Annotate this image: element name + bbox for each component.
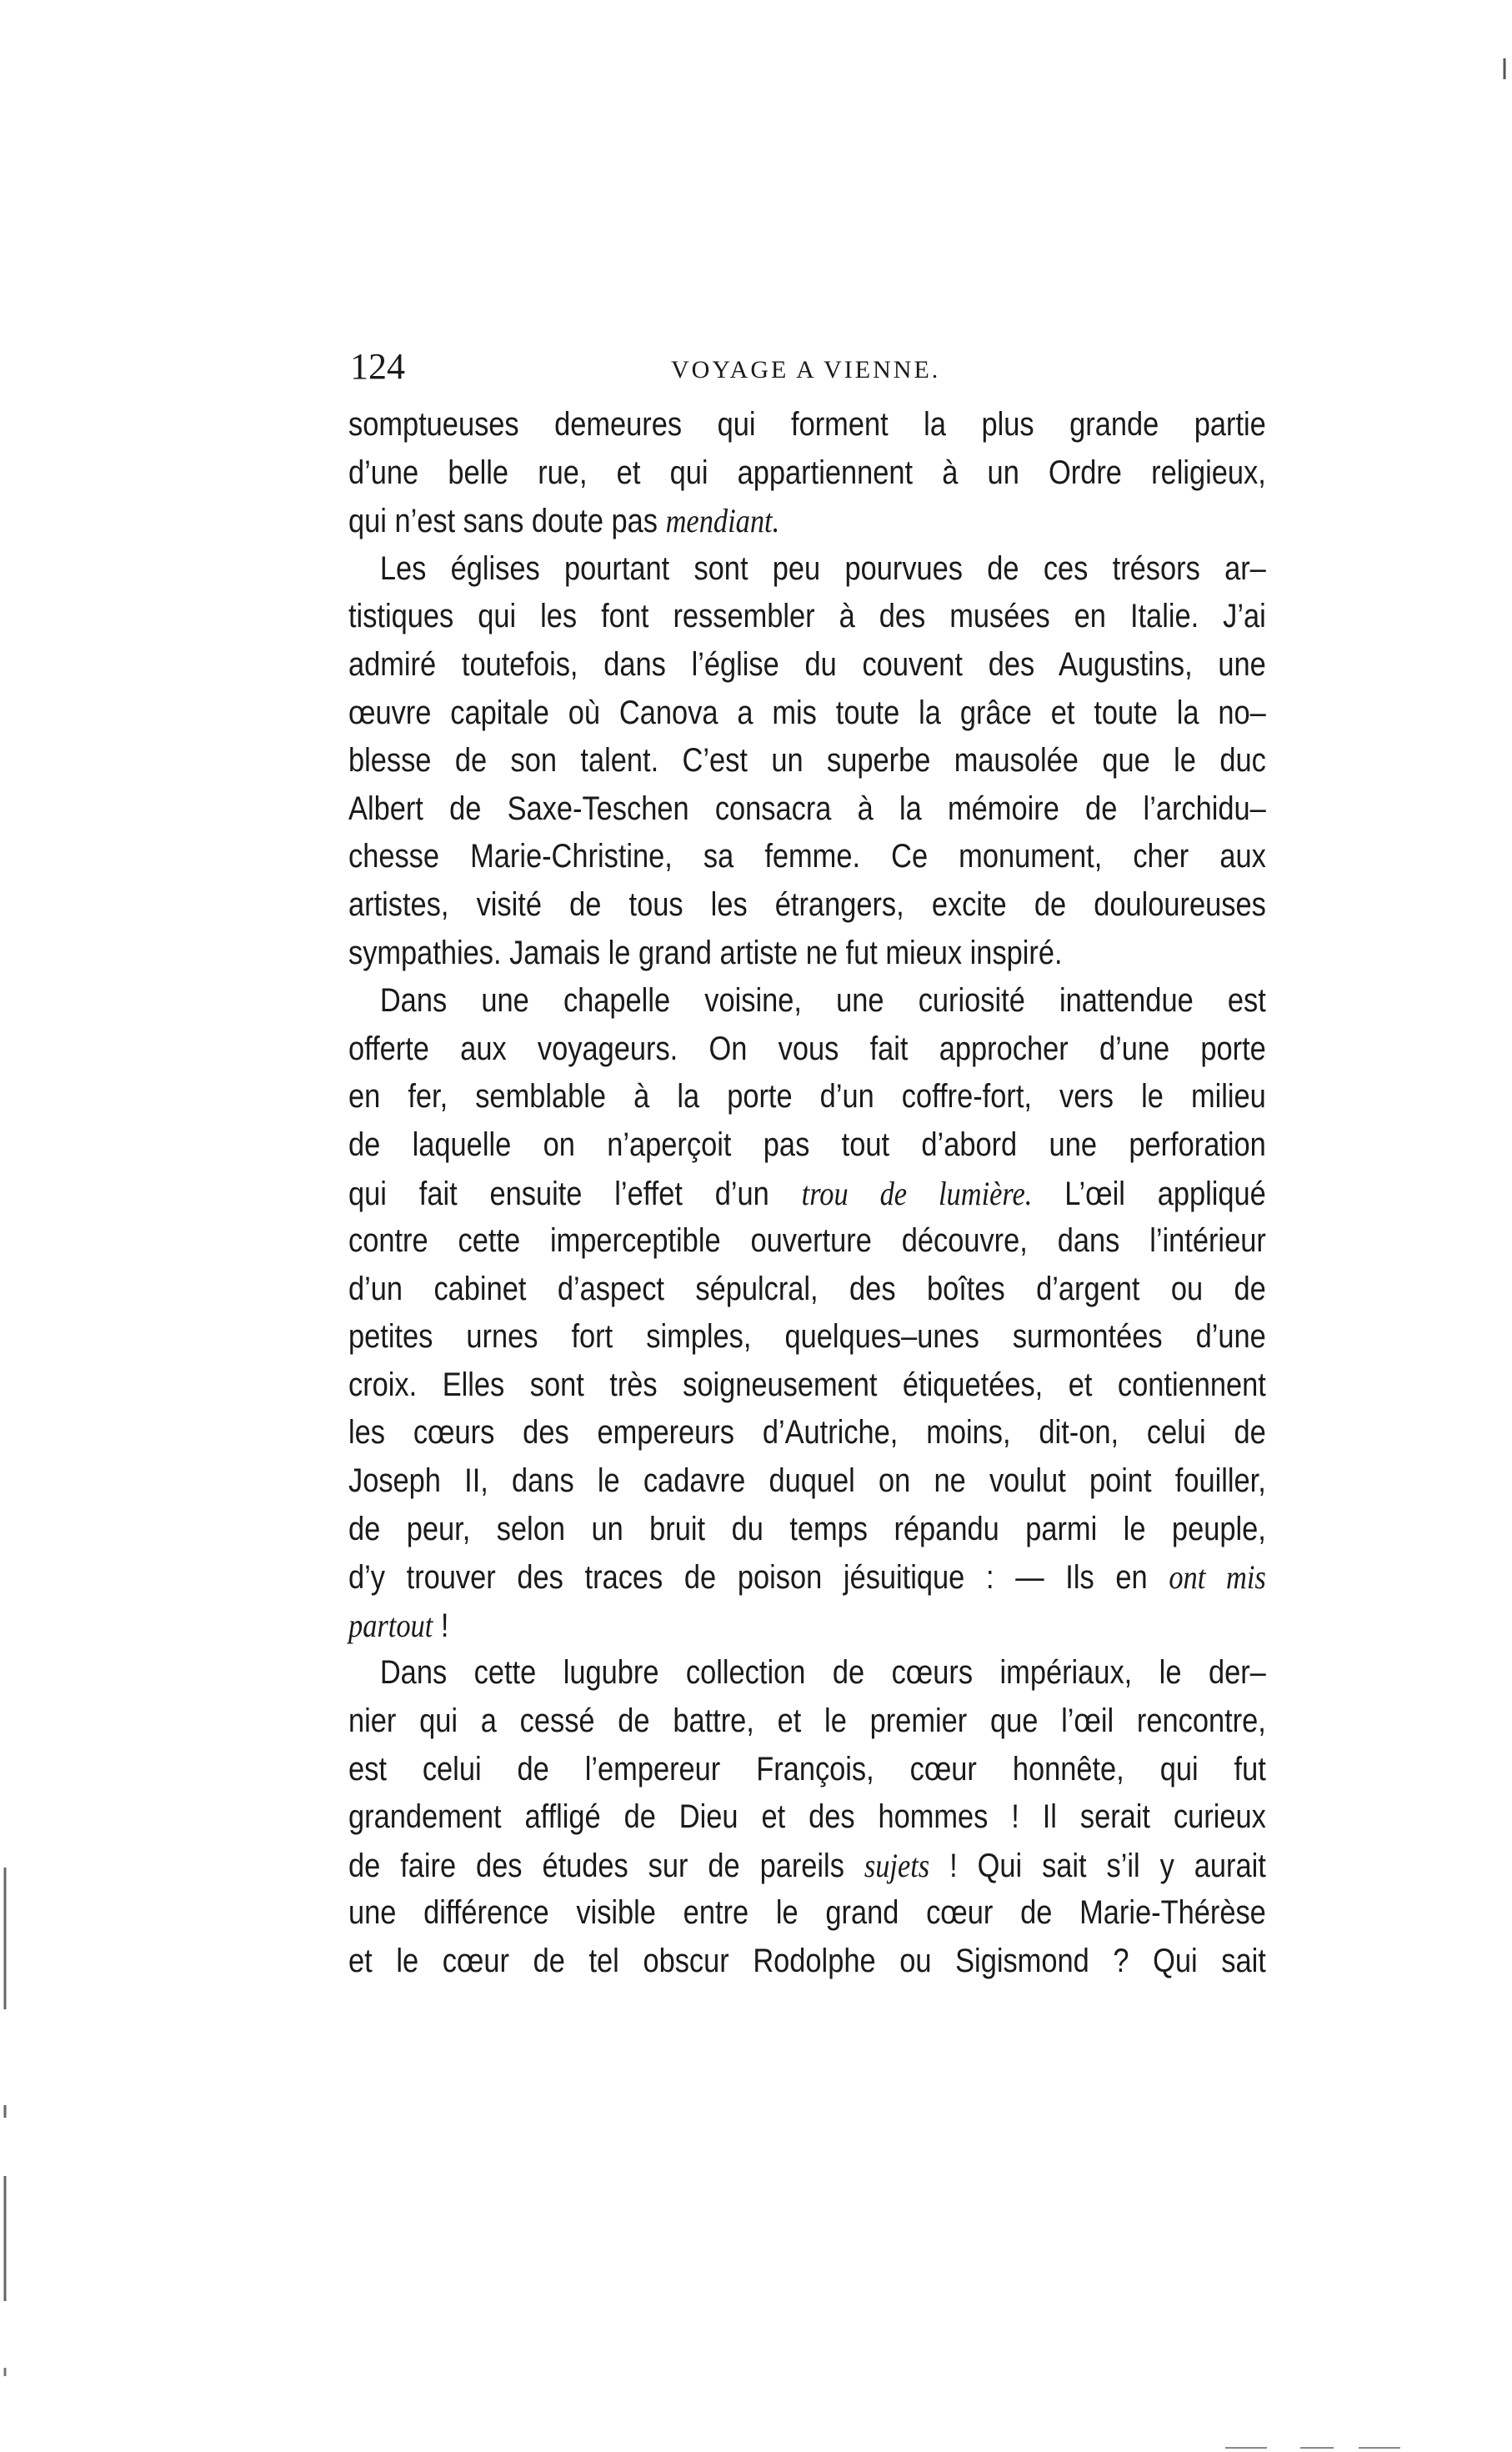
text-line	[348, 1602, 1266, 1650]
text-line: une différence visible entre le grand cœur de Marie-Thérèse	[348, 1894, 1266, 1932]
running-title: VOYAGE A VIENNE.	[671, 356, 941, 384]
text-segment: L’œil appliqué	[1032, 1175, 1266, 1212]
text-segment: ! Qui sait s’il y aurait	[929, 1847, 1266, 1884]
text-line: blesse de son talent. C’est un superbe mausolée que le duc	[348, 742, 1266, 780]
text-line: tistiques qui les font ressembler à des musées en Italie. J’ai	[348, 598, 1266, 635]
text-line: les cœurs des empereurs d’Autriche, moins, dit-on, celui de	[348, 1414, 1266, 1452]
text-line: œuvre capitale où Canova a mis toute la grâce et toute la no–	[348, 694, 1266, 731]
text-line: petites urnes fort simples, quelques–unes surmontées d’une	[348, 1318, 1266, 1356]
text-line: artistes, visité de tous les étrangers, excite de douloureuses	[348, 885, 1266, 923]
text-line: Les églises pourtant sont peu pourvues de ces trésors ar–	[379, 549, 1266, 587]
text-line: grandement affligé de Dieu et des hommes ! Il serait curieux	[348, 1798, 1266, 1836]
text-line: admiré toutefois, dans l’église du couvent des Augustins, une	[348, 645, 1266, 683]
text-line: d’une belle rue, et qui appartiennent à un Ordre religieux,	[348, 454, 1266, 491]
page-number: 124	[350, 346, 405, 387]
text-line: nier qui a cessé de battre, et le premier que l’œil rencontre,	[348, 1702, 1266, 1740]
italic-text-segment: sujets	[864, 1846, 930, 1884]
text-line: est celui de l’empereur François, cœur honnête, qui fut	[348, 1750, 1266, 1788]
italic-text-segment: partout	[348, 1606, 433, 1644]
text-line: et le cœur de tel obscur Rodolphe ou Sigismond ? Qui sait	[348, 1943, 1266, 1979]
text-line: Albert de Saxe-Teschen consacra à la mémoire de l’archidu–	[348, 790, 1266, 827]
text-line: contre cette imperceptible ouverture découvre, dans l’intérieur	[348, 1222, 1266, 1260]
text-segment: d’y trouver des traces de poison jésuitique : — Ils en	[348, 1559, 1169, 1597]
italic-text-segment: ont mis	[1169, 1558, 1266, 1597]
italic-text-segment: trou de lumière.	[801, 1174, 1033, 1212]
text-line: sympathies. Jamais le grand artiste ne fut mieux inspiré.	[348, 934, 1063, 971]
text-line: de peur, selon un bruit du temps répandu parmi le peuple,	[348, 1510, 1266, 1547]
text-segment: qui fait ensuite l’effet d’un	[348, 1175, 802, 1212]
text-line: Dans une chapelle voisine, une curiosité inattendue est	[379, 982, 1266, 1020]
text-line: offerte aux voyageurs. On vous fait approcher d’une porte	[348, 1030, 1266, 1067]
body-text	[348, 401, 1266, 1986]
text-segment: !	[433, 1607, 449, 1644]
text-line	[348, 1553, 1266, 1602]
text-line: d’un cabinet d’aspect sépulcral, des boîtes d’argent ou de	[348, 1270, 1266, 1307]
text-segment: de faire des études sur de pareils	[348, 1847, 864, 1884]
text-line: somptueuses demeures qui forment la plus grande partie	[348, 406, 1266, 443]
text-line	[348, 497, 1266, 545]
text-line: de laquelle on n’aperçoit pas tout d’abord une perforation	[348, 1126, 1266, 1163]
page-header	[350, 342, 1267, 392]
text-line	[348, 1842, 1266, 1890]
text-line: chesse Marie-Christine, sa femme. Ce monument, cher aux	[348, 838, 1266, 875]
text-segment: qui n’est sans doute pas	[348, 503, 666, 540]
text-line: en fer, semblable à la porte d’un coffre-fort, vers le milieu	[348, 1078, 1266, 1116]
text-line: croix. Elles sont très soigneusement étiquetées, et contiennent	[348, 1366, 1266, 1403]
text-line: Dans cette lugubre collection de cœurs impériaux, le der–	[379, 1654, 1266, 1692]
italic-text-segment: mendiant.	[665, 502, 780, 540]
text-line	[348, 1170, 1266, 1218]
text-line: Joseph II, dans le cadavre duquel on ne voulut point fouiller,	[348, 1462, 1266, 1500]
